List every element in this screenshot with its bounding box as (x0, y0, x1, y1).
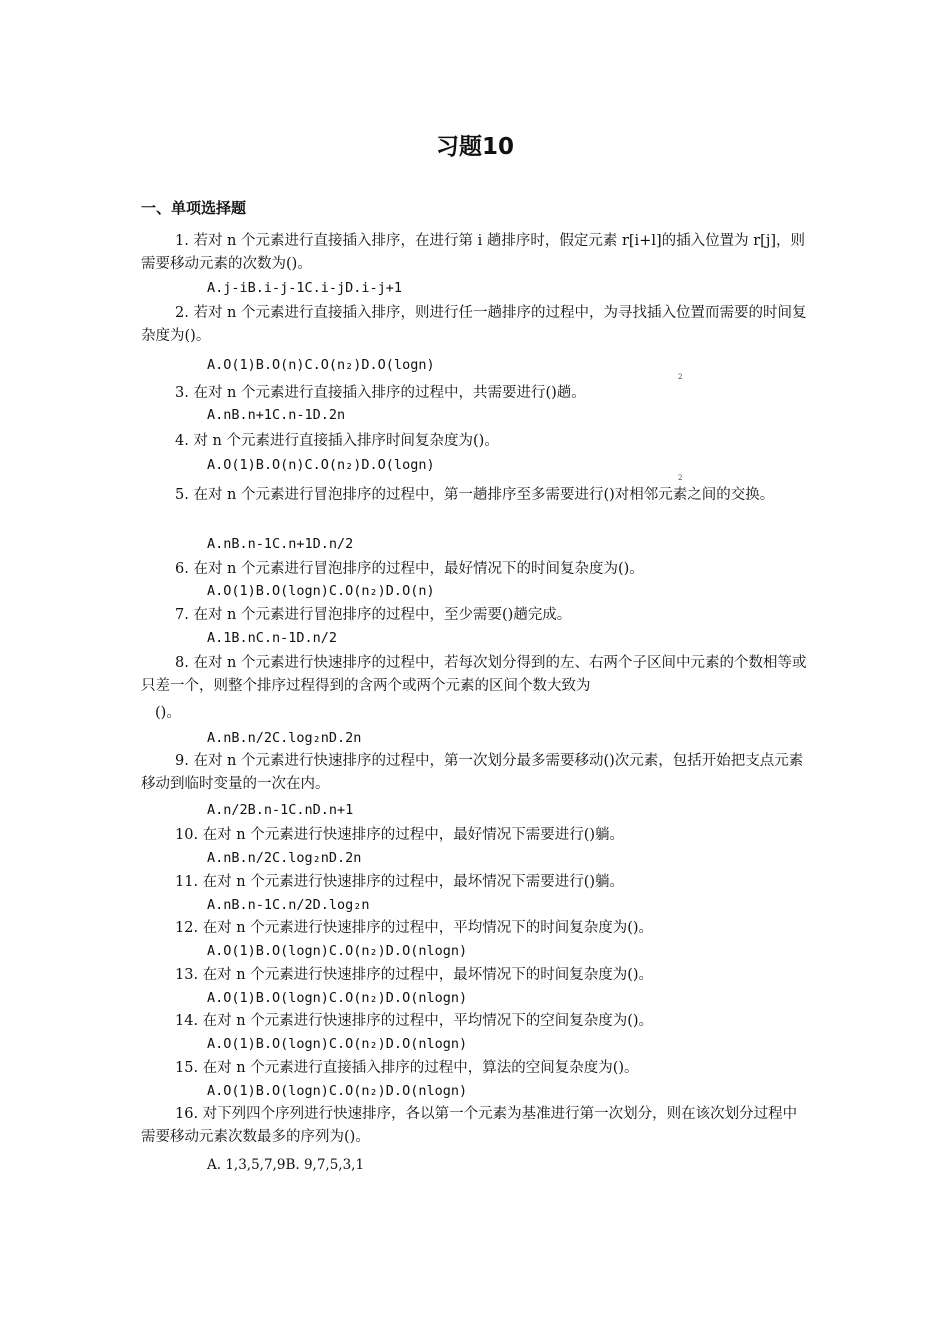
question-2-options: A.O(1)B.O(n)C.O(n₂)D.O(logn) (207, 357, 435, 373)
question-13: 13. 在对 n 个元素进行快速排序的过程中，最坏情况下的时间复杂度为()。 (175, 967, 654, 983)
question-5-options: A.nB.n-1C.n+1D.n/2 (207, 536, 354, 552)
question-7-options: A.1B.nC.n-1D.n/2 (207, 630, 338, 646)
page-title: 习题10 (435, 134, 514, 160)
question-3-options: A.nB.n+1C.n-1D.2n (207, 407, 346, 423)
question-14-options: A.O(1)B.O(logn)C.O(n₂)D.O(nlogn) (207, 1036, 468, 1052)
question-9: 9. 在对 n 个元素进行快速排序的过程中，第一次划分最多需要移动()次元素，包括开始把支点元素移动到临时变量的一次在内。 (141, 753, 804, 792)
question-9-options: A.n/2B.n-1C.nD.n+1 (207, 802, 354, 818)
question-7: 7. 在对 n 个元素进行冒泡排序的过程中，至少需要()趟完成。 (175, 607, 572, 623)
question-6: 6. 在对 n 个元素进行冒泡排序的过程中，最好情况下的时间复杂度为()。 (175, 561, 644, 577)
question-8-options: A.nB.n/2C.log₂nD.2n (207, 730, 362, 746)
question-16: 16. 对下列四个序列进行快速排序，各以第一个元素为基准进行第一次划分，则在该次划分过程中需要移动元素次数最多的序列为()。 (141, 1106, 798, 1145)
question-8-tail: ()。 (155, 705, 181, 721)
stray-superscript: 2 (678, 373, 683, 381)
question-13-options: A.O(1)B.O(logn)C.O(n₂)D.O(nlogn) (207, 990, 468, 1006)
question-5: 5. 在对 n 个元素进行冒泡排序的过程中，第一趟排序至多需要进行()对相邻元素之间的交换。 (175, 487, 775, 503)
question-11: 11. 在对 n 个元素进行快速排序的过程中，最坏情况下需要进行()躺。 (175, 874, 625, 890)
stray-superscript: 2 (678, 474, 683, 482)
question-1: 1. 若对 n 个元素进行直接插入排序，在进行第 i 趟排序时，假定元素 r[i+l]的插入位置为 r[j]，则需要移动元素的次数为()。 (141, 233, 805, 272)
question-10: 10. 在对 n 个元素进行快速排序的过程中，最好情况下需要进行()躺。 (175, 827, 625, 843)
question-15-options: A.O(1)B.O(logn)C.O(n₂)D.O(nlogn) (207, 1083, 468, 1099)
question-12-options: A.O(1)B.O(logn)C.O(n₂)D.O(nlogn) (207, 943, 468, 959)
question-1-options: A.j-iB.i-j-1C.i-jD.i-j+1 (207, 280, 403, 296)
question-4: 4. 对 n 个元素进行直接插入排序时间复杂度为()。 (175, 433, 499, 449)
question-14: 14. 在对 n 个元素进行快速排序的过程中，平均情况下的空间复杂度为()。 (175, 1013, 654, 1029)
section-heading: 一、单项选择题 (141, 199, 247, 217)
question-11-options: A.nB.n-1C.n/2D.log₂n (207, 897, 370, 913)
question-6-options: A.O(1)B.O(logn)C.O(n₂)D.O(n) (207, 583, 435, 599)
question-4-options: A.O(1)B.O(n)C.O(n₂)D.O(logn) (207, 457, 435, 473)
question-12: 12. 在对 n 个元素进行快速排序的过程中，平均情况下的时间复杂度为()。 (175, 920, 654, 936)
question-10-options: A.nB.n/2C.log₂nD.2n (207, 850, 362, 866)
question-16-options: A. 1,3,5,7,9B. 9,7,5,3,1 (207, 1157, 365, 1173)
question-8: 8. 在对 n 个元素进行快速排序的过程中，若每次划分得到的左、右两个子区间中元素的个数相等或只差一个，则整个排序过程得到的含两个或两个元素的区间个数大致为 (141, 655, 807, 694)
question-2: 2. 若对 n 个元素进行直接插入排序，则进行任一趟排序的过程中，为寻找插入位置而需要的时间复杂度为()。 (141, 305, 807, 344)
question-3: 3. 在对 n 个元素进行直接插入排序的过程中，共需要进行()趟。 (175, 385, 586, 401)
question-15: 15. 在对 n 个元素进行直接插入排序的过程中，算法的空间复杂度为()。 (175, 1060, 639, 1076)
